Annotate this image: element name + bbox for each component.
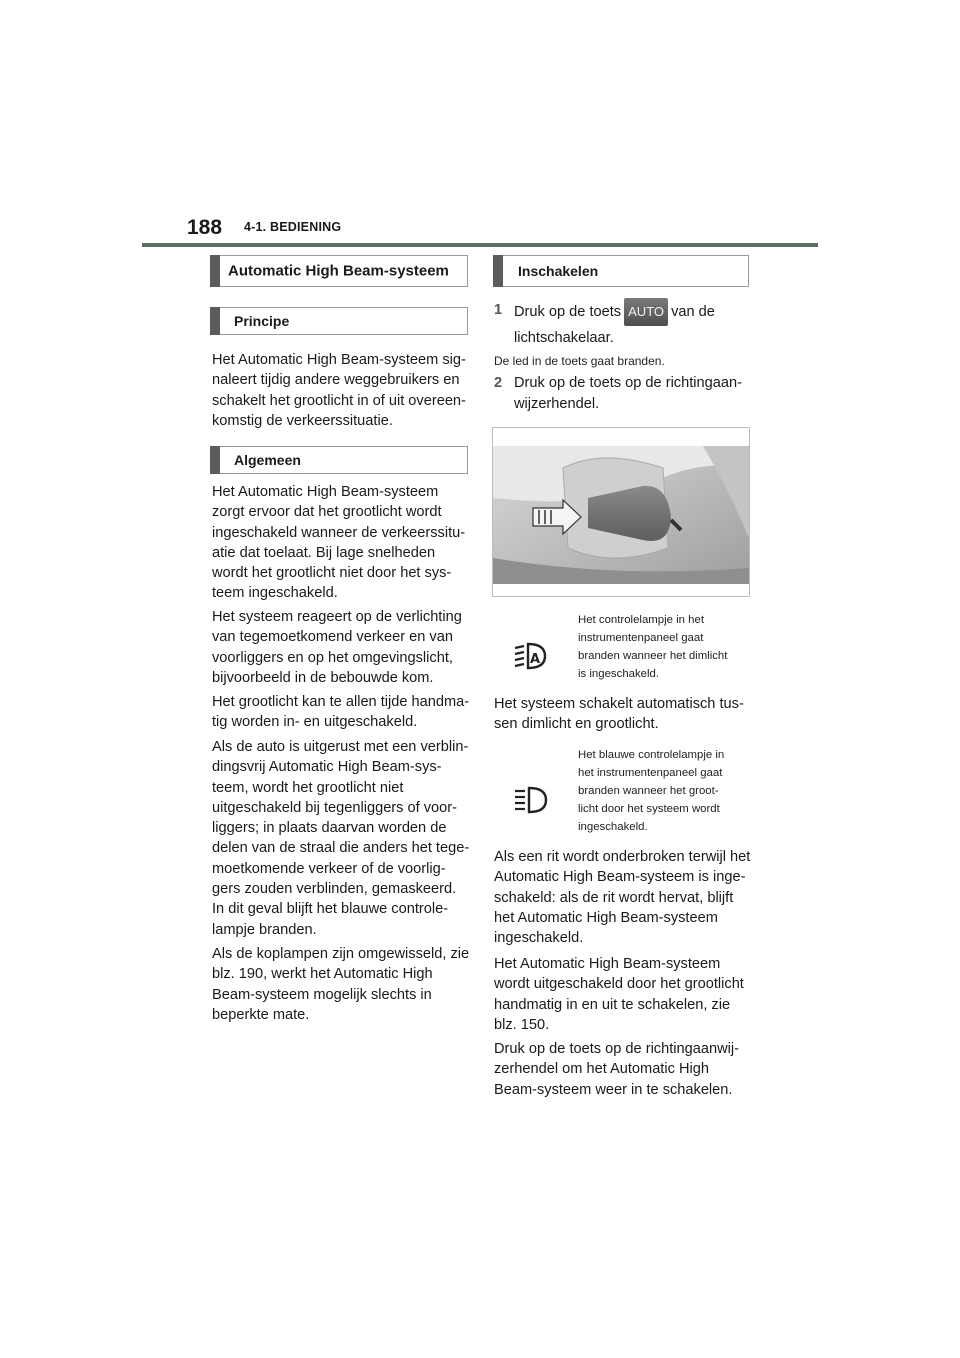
step-2-text: Druk op de toets op de richtingaan- wijzerhendel. (514, 375, 742, 412)
subheading-principe (210, 307, 468, 335)
low-beam-auto-indicator-icon (513, 640, 549, 672)
subheading-label: Algemeen (234, 452, 301, 468)
svg-text:A: A (530, 652, 541, 667)
principe-text: Het Automatic High Beam-systeem sig- naleert tijdig andere weggebruikers en schakelt het grootlicht in of uit overeen- komstig de verkeerssituatie. (212, 352, 466, 429)
led-note: De led in de toets gaat branden. (494, 354, 665, 368)
subheading-label: Principe (234, 313, 290, 329)
paragraph-2: Het systeem reageert op de verlichting van tegemoetkomend verkeer en van voorliggers en op het omgevingslicht, bijvoorbeeld in de bebouwde kom. (212, 609, 462, 686)
high-beam-indicator-icon (513, 784, 549, 816)
paragraph-4: Als de auto is uitgerust met een verblin- dingsvrij Automatic High Beam-sys- teem, wordt het grootlicht niet uitgeschakeld bij tegenliggers of voor- liggers; in plaats daarvan worden de delen van de straal die anders het tege- moetkomende verkeer of de voorlig- gers zouden verblinden, gemaskeerd. In dit geval blijft het blauwe controle- lampje branden. (212, 739, 470, 938)
step-1-text: Druk op de toets AUTO van de (514, 298, 754, 326)
step-2-number: 2 (494, 375, 503, 391)
paragraph-1: Het Automatic High Beam-systeem zorgt ervoor dat het grootlicht wordt ingeschakeld wanneer de verkeerssitu- atie dat toelaat. Bij lage snelheden wordt het grootlicht niet door het sys- teem ingeschakeld. (212, 484, 466, 602)
paragraph-6: Als een rit wordt onderbroken terwijl het Automatic High Beam-systeem is inge- schakeld: als de rit wordt hervat, blijft het Automatic High Beam-systeem ingeschakeld. (494, 849, 751, 947)
step-1-line2: lichtschakelaar. (514, 330, 614, 346)
caption-high-beam: Het blauwe controlelampje in het instrumentenpaneel gaat branden wanneer het groot- licht door het systeem wordt ingeschakeld. (578, 749, 725, 833)
auto-key-icon: AUTO (624, 298, 668, 326)
section-heading-automatic-high-beam (210, 255, 468, 287)
step-1-number: 1 (494, 302, 503, 318)
paragraph-5: Als de koplampen zijn omgewisseld, zie blz. 190, werkt het Automatic High Beam-systeem mogelijk slechts in beperkte mate. (212, 946, 470, 1023)
paragraph-switch: Het systeem schakelt automatisch tus- sen dimlicht en grootlicht. (494, 696, 744, 733)
paragraph-3: Het grootlicht kan te allen tijde handma- tig worden in- en uitgeschakeld. (212, 694, 470, 731)
header-rule (142, 243, 818, 247)
section-title: Automatic High Beam-systeem (228, 262, 449, 280)
paragraph-8: Druk op de toets op de richtingaanwij- zerhendel om het Automatic High Beam-systeem weer in te schakelen. (494, 1041, 739, 1098)
paragraph-7: Het Automatic High Beam-systeem wordt uitgeschakeld door het grootlicht handmatig in en uit te schakelen, zie blz. 150. (494, 956, 744, 1033)
caption-low-beam: Het controlelampje in het instrumentenpaneel gaat branden wanneer het dimlicht is ingeschakeld. (578, 614, 728, 680)
subheading-algemeen (210, 446, 468, 474)
chapter-title: 4-1. BEDIENING (244, 220, 342, 234)
heading-label: Inschakelen (518, 263, 599, 279)
turn-signal-lever-illustration (492, 427, 750, 597)
page-number: 188 (187, 216, 223, 239)
heading-inschakelen (493, 255, 749, 287)
